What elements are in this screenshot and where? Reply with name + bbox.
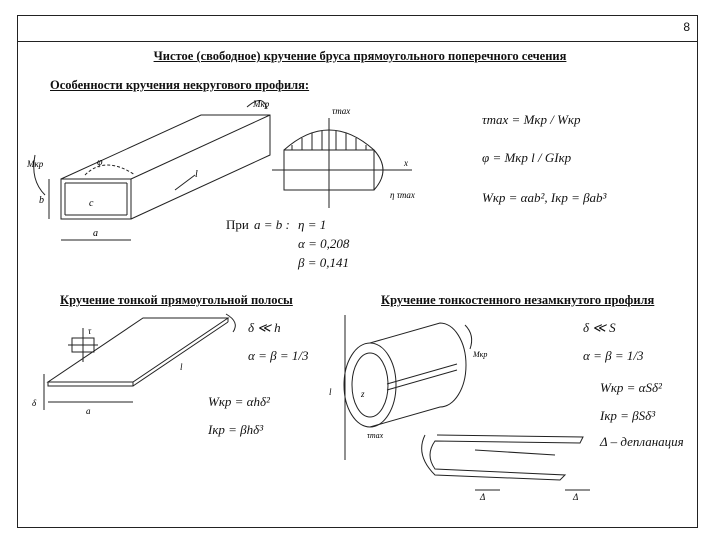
- label-tau-max: τmax: [332, 106, 351, 116]
- wall-i: Iкр = βSδ³: [600, 408, 656, 423]
- square-eta: η = 1: [298, 217, 327, 232]
- wall-label-l: l: [329, 387, 332, 397]
- section-thin-strip: Кручение тонкой прямоугольной полосы: [60, 293, 293, 307]
- wall-cond: δ ≪ S: [583, 320, 616, 335]
- strip-coeff: α = β = 1/3: [248, 348, 309, 363]
- label-x: x: [404, 158, 408, 168]
- strip-w: Wкр = αhδ²: [208, 394, 270, 409]
- section-thin-wall: Кручение тонкостенного незамкнутого профиля: [381, 293, 655, 307]
- wall-delta: Δ – депланация: [600, 434, 684, 449]
- strip-label-a: a: [86, 406, 91, 416]
- label-l: l: [195, 169, 198, 180]
- wall-label-mkp: Mкр: [473, 350, 488, 359]
- formula-w-i: Wкр = αab², Iкр = βab³: [482, 190, 607, 205]
- thin-wall-drawing: [325, 305, 595, 505]
- label-phi: φ: [97, 157, 103, 168]
- square-condition: a = b :: [254, 217, 290, 232]
- formula-phi: φ = Mкр l / GIкр: [482, 150, 572, 165]
- label-mkp-right: Mкр: [253, 99, 270, 109]
- page-number: 8: [683, 20, 690, 34]
- strip-label-delta: δ: [32, 398, 37, 408]
- square-prefix: При: [226, 217, 249, 232]
- wall-label-tau-max: τmax: [367, 431, 384, 440]
- wall-label-z: z: [361, 389, 365, 399]
- wall-coeff: α = β = 1/3: [583, 348, 644, 363]
- label-eta-tau: η τmax: [390, 190, 415, 200]
- section-noncircular: Особенности кручения некругового профиля:: [50, 78, 310, 92]
- strip-label-l: l: [180, 362, 183, 372]
- thin-strip-drawing: [28, 310, 238, 420]
- stress-diagram: [272, 100, 422, 210]
- wall-label-delta-right: Δ: [573, 492, 579, 502]
- strip-cond: δ ≪ h: [248, 320, 281, 335]
- header-bar: [17, 15, 698, 42]
- label-c: c: [89, 198, 94, 209]
- square-alpha: α = 0,208: [298, 236, 350, 251]
- square-beta: β = 0,141: [298, 255, 349, 270]
- wall-label-delta-left: Δ: [480, 492, 486, 502]
- label-a: a: [93, 228, 98, 239]
- slide-title: Чистое (свободное) кручение бруса прямоугольного поперечного сечения: [153, 49, 567, 63]
- strip-i: Iкр = βhδ³: [208, 422, 264, 437]
- label-mkp-left: Mкр: [27, 159, 44, 169]
- label-b: b: [39, 195, 44, 206]
- formula-tau-max: τmax = Mкр / Wкр: [482, 112, 581, 127]
- wall-w: Wкр = αSδ²: [600, 380, 662, 395]
- strip-label-tau: τ: [88, 326, 92, 336]
